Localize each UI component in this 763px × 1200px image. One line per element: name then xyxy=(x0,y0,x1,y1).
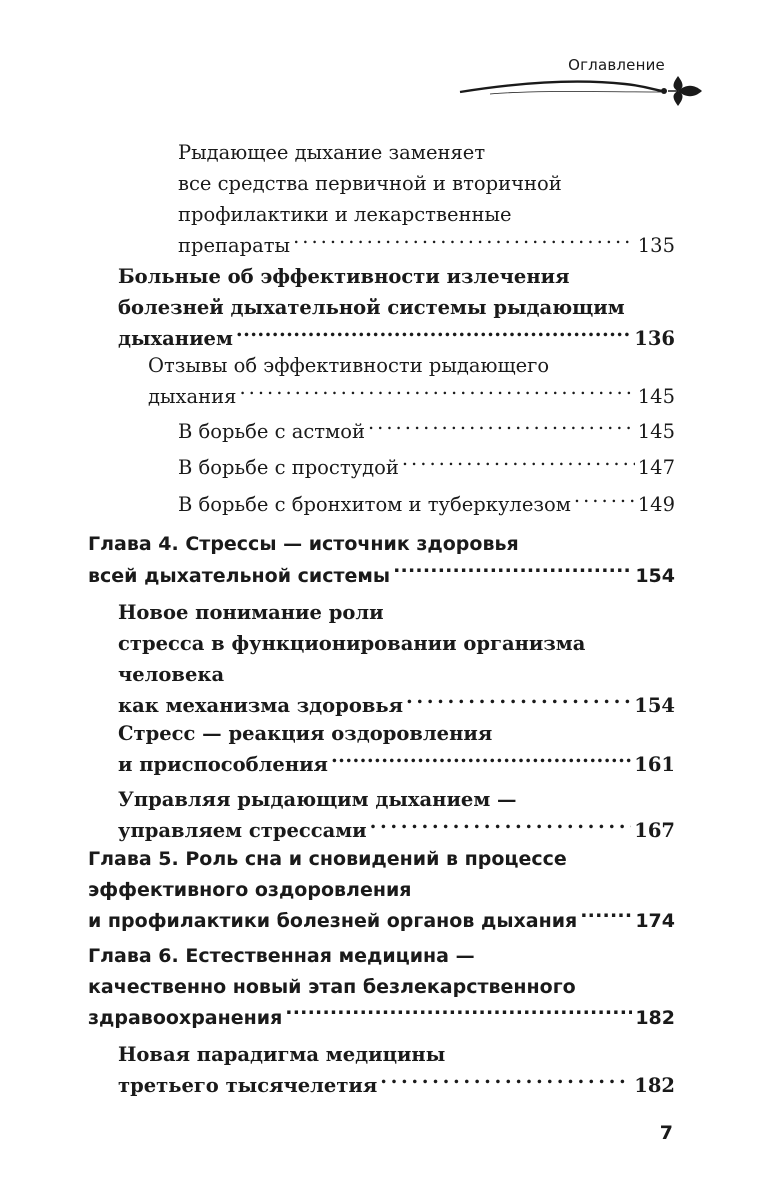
toc-entry-line: Глава 6. Естественная медицина — xyxy=(88,945,475,967)
toc-entry-leader-line xyxy=(178,230,675,261)
toc-entry-leader-line xyxy=(88,1003,675,1034)
toc-entry-line: Отзывы об эффективности рыдающего xyxy=(148,354,550,377)
dot-leader xyxy=(368,419,635,439)
toc-entry-line: здравоохранения xyxy=(88,1007,283,1029)
toc-page-number: 174 xyxy=(635,910,675,932)
toc-entry-line: и приспособления xyxy=(118,753,328,776)
toc-page-number: 147 xyxy=(637,456,675,479)
toc-entry-line: Новое понимание роли xyxy=(118,601,384,624)
toc-entry-line: препараты xyxy=(178,234,291,257)
page-number: 7 xyxy=(659,1122,673,1144)
toc-entry-leader-line xyxy=(148,381,675,412)
toc-entry xyxy=(118,1039,675,1101)
toc-page-number: 167 xyxy=(634,819,675,842)
toc-page-number: 149 xyxy=(637,493,675,516)
toc-entry-line: Глава 4. Стрессы — источник здоровья xyxy=(88,533,519,555)
toc-entry-leader-line xyxy=(118,1070,675,1101)
toc-entry-line: В борьбе с астмой xyxy=(178,420,365,443)
dot-leader xyxy=(331,752,631,772)
toc-entry-line: человека xyxy=(118,663,225,686)
toc-entry-line: В борьбе с бронхитом и туберкулезом xyxy=(178,493,571,516)
toc-entry-line: Новая парадигма медицины xyxy=(118,1043,446,1066)
toc-page-number: 135 xyxy=(637,234,675,257)
toc-entry-line: Глава 5. Роль сна и сновидений в процессе xyxy=(88,848,567,870)
toc-entry-line: третьего тысячелетия xyxy=(118,1074,378,1097)
toc-entry-line: стресса в функционировании организма xyxy=(118,632,586,655)
toc-chapter-entry xyxy=(88,941,675,1034)
toc-entry-leader-line xyxy=(178,416,675,447)
toc-entry xyxy=(148,350,675,412)
toc-entry xyxy=(178,416,675,447)
toc-page-number: 154 xyxy=(635,565,675,587)
toc-entry xyxy=(178,137,675,261)
toc-entry-line: и профилактики болезней органов дыхания xyxy=(88,910,578,932)
dot-leader xyxy=(393,563,632,582)
toc-entry-line: В борьбе с простудой xyxy=(178,456,399,479)
toc-page-number: 182 xyxy=(634,1074,675,1097)
toc-entry-line: всей дыхательной системы xyxy=(88,565,391,587)
ornament-icon xyxy=(450,70,710,110)
toc-entry-leader-line xyxy=(88,906,675,937)
toc-entry xyxy=(178,489,675,520)
toc-entry-line: управляем стрессами xyxy=(118,819,367,842)
toc-chapter-entry xyxy=(88,844,675,937)
toc-entry xyxy=(118,261,675,354)
toc-entry-line: Больные об эффективности излечения xyxy=(118,265,570,288)
dot-leader xyxy=(239,384,634,404)
toc-entry xyxy=(118,784,675,846)
toc-page-number: 145 xyxy=(637,420,675,443)
toc-page-number: 136 xyxy=(634,327,675,350)
dot-leader xyxy=(380,1073,631,1093)
dot-leader xyxy=(370,818,632,838)
toc-entry-leader-line xyxy=(88,560,675,592)
toc-entry-line: болезней дыхательной системы рыдающим xyxy=(118,296,625,319)
toc-entry-leader-line xyxy=(118,749,675,780)
toc-entry-line: профилактики и лекарственные xyxy=(178,203,512,226)
toc-entry xyxy=(118,597,675,721)
toc-entry-line: Стресс — реакция оздоровления xyxy=(118,722,493,745)
toc-entry-leader-line xyxy=(118,690,675,721)
dot-leader xyxy=(285,1005,632,1024)
dot-leader xyxy=(580,908,632,927)
toc-chapter-entry xyxy=(88,528,675,592)
toc-page-number: 161 xyxy=(634,753,675,776)
running-header-title: Оглавление xyxy=(568,56,665,74)
toc-entry-line: дыхания xyxy=(148,385,237,408)
toc-entry-line: эффективного оздоровления xyxy=(88,879,412,901)
toc-entry xyxy=(118,718,675,780)
toc-entry-leader-line xyxy=(178,489,675,520)
toc-entry-line: дыханием xyxy=(118,327,233,350)
dot-leader xyxy=(402,455,635,475)
toc-entry-leader-line xyxy=(118,815,675,846)
toc-entry-line: все средства первичной и вторичной xyxy=(178,172,562,195)
toc-page-number: 145 xyxy=(637,385,675,408)
toc-entry-line: Рыдающее дыхание заменяет xyxy=(178,141,486,164)
toc-entry-line: качественно новый этап безлекарственного xyxy=(88,976,576,998)
dot-leader xyxy=(236,326,631,346)
toc-page-number: 154 xyxy=(634,694,675,717)
dot-leader xyxy=(406,693,631,713)
toc-entry-line: Управляя рыдающим дыханием — xyxy=(118,788,517,811)
toc-entry xyxy=(178,452,675,483)
toc-entry-leader-line xyxy=(178,452,675,483)
toc-page-number: 182 xyxy=(635,1007,675,1029)
toc-entry-line: как механизма здоровья xyxy=(118,694,404,717)
dot-leader xyxy=(293,233,635,253)
dot-leader xyxy=(574,492,635,512)
